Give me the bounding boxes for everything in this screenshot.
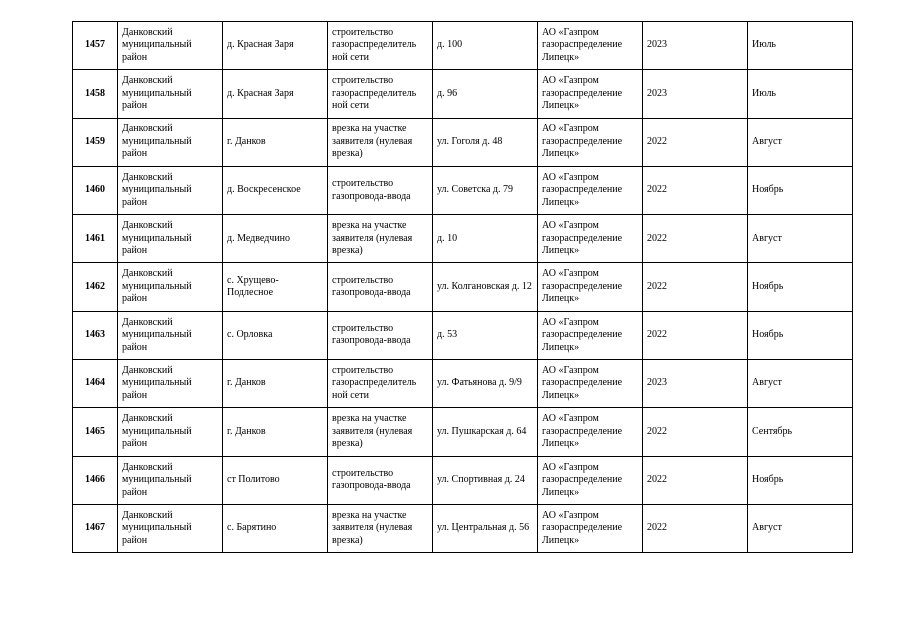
month-cell: Июль [748,22,853,70]
table-row [73,408,853,456]
month-cell: Август [748,504,853,552]
district-cell: Данковский муниципальный район [118,22,223,70]
year-cell: 2022 [643,408,748,456]
organization-cell: АО «Газпром газораспределение Липецк» [538,311,643,359]
month-cell: Ноябрь [748,456,853,504]
row-number-cell: 1460 [73,166,118,214]
work-type-cell: врезка на участке заявителя (нулевая врезка) [328,118,433,166]
district-cell: Данковский муниципальный район [118,408,223,456]
district-cell: Данковский муниципальный район [118,215,223,263]
district-cell: Данковский муниципальный район [118,456,223,504]
organization-cell: АО «Газпром газораспределение Липецк» [538,166,643,214]
locality-cell: г. Данков [223,360,328,408]
month-cell: Ноябрь [748,166,853,214]
month-cell: Август [748,360,853,408]
work-type-cell: строительство газопровода-ввода [328,263,433,311]
address-cell: д. 53 [433,311,538,359]
organization-cell: АО «Газпром газораспределение Липецк» [538,360,643,408]
row-number-cell: 1458 [73,70,118,118]
address-cell: ул. Пушкарская д. 64 [433,408,538,456]
organization-cell: АО «Газпром газораспределение Липецк» [538,22,643,70]
work-type-cell: строительство газораспределитель ной сети [328,360,433,408]
district-cell: Данковский муниципальный район [118,263,223,311]
month-cell: Ноябрь [748,263,853,311]
row-number-cell: 1467 [73,504,118,552]
row-number-cell: 1462 [73,263,118,311]
locality-cell: г. Данков [223,408,328,456]
work-type-cell: строительство газопровода-ввода [328,166,433,214]
address-cell: д. 10 [433,215,538,263]
row-number-cell: 1465 [73,408,118,456]
gasification-schedule-table [72,21,853,553]
row-number-cell: 1457 [73,22,118,70]
work-type-cell: врезка на участке заявителя (нулевая врезка) [328,408,433,456]
table-row [73,118,853,166]
month-cell: Сентябрь [748,408,853,456]
year-cell: 2022 [643,456,748,504]
work-type-cell: врезка на участке заявителя (нулевая врезка) [328,504,433,552]
address-cell: д. 100 [433,22,538,70]
table-row [73,456,853,504]
work-type-cell: врезка на участке заявителя (нулевая врезка) [328,215,433,263]
work-type-cell: строительство газопровода-ввода [328,311,433,359]
locality-cell: г. Данков [223,118,328,166]
work-type-cell: строительство газораспределитель ной сети [328,22,433,70]
organization-cell: АО «Газпром газораспределение Липецк» [538,263,643,311]
table-row [73,311,853,359]
organization-cell: АО «Газпром газораспределение Липецк» [538,456,643,504]
month-cell: Август [748,118,853,166]
address-cell: д. 96 [433,70,538,118]
locality-cell: с. Хрущево-Подлесное [223,263,328,311]
address-cell: ул. Центральная д. 56 [433,504,538,552]
row-number-cell: 1459 [73,118,118,166]
table-row [73,22,853,70]
organization-cell: АО «Газпром газораспределение Липецк» [538,215,643,263]
work-type-cell: строительство газопровода-ввода [328,456,433,504]
month-cell: Ноябрь [748,311,853,359]
organization-cell: АО «Газпром газораспределение Липецк» [538,504,643,552]
district-cell: Данковский муниципальный район [118,311,223,359]
row-number-cell: 1466 [73,456,118,504]
address-cell: ул. Гоголя д. 48 [433,118,538,166]
address-cell: ул. Советска д. 79 [433,166,538,214]
organization-cell: АО «Газпром газораспределение Липецк» [538,70,643,118]
year-cell: 2023 [643,70,748,118]
row-number-cell: 1461 [73,215,118,263]
district-cell: Данковский муниципальный район [118,118,223,166]
year-cell: 2022 [643,263,748,311]
locality-cell: д. Медведчино [223,215,328,263]
table-row [73,166,853,214]
work-type-cell: строительство газораспределитель ной сети [328,70,433,118]
district-cell: Данковский муниципальный район [118,166,223,214]
locality-cell: с. Орловка [223,311,328,359]
table-body [73,22,853,553]
organization-cell: АО «Газпром газораспределение Липецк» [538,118,643,166]
locality-cell: с. Барятино [223,504,328,552]
year-cell: 2022 [643,118,748,166]
locality-cell: д. Воскресенское [223,166,328,214]
table-row [73,360,853,408]
month-cell: Август [748,215,853,263]
year-cell: 2022 [643,504,748,552]
locality-cell: ст Политово [223,456,328,504]
locality-cell: д. Красная Заря [223,70,328,118]
table-row [73,504,853,552]
year-cell: 2022 [643,311,748,359]
year-cell: 2023 [643,22,748,70]
year-cell: 2022 [643,215,748,263]
organization-cell: АО «Газпром газораспределение Липецк» [538,408,643,456]
address-cell: ул. Колгановская д. 12 [433,263,538,311]
table-row [73,215,853,263]
district-cell: Данковский муниципальный район [118,70,223,118]
district-cell: Данковский муниципальный район [118,360,223,408]
district-cell: Данковский муниципальный район [118,504,223,552]
locality-cell: д. Красная Заря [223,22,328,70]
table-row [73,70,853,118]
year-cell: 2022 [643,166,748,214]
row-number-cell: 1463 [73,311,118,359]
table-row [73,263,853,311]
row-number-cell: 1464 [73,360,118,408]
address-cell: ул. Фатьянова д. 9/9 [433,360,538,408]
address-cell: ул. Спортивная д. 24 [433,456,538,504]
year-cell: 2023 [643,360,748,408]
month-cell: Июль [748,70,853,118]
